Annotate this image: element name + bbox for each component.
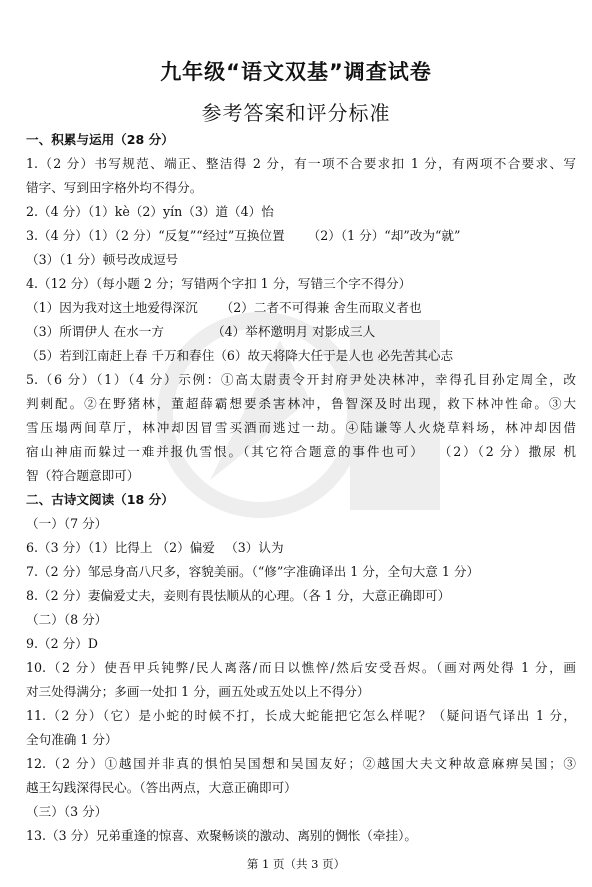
answer-line: 2.（4 分）（1）kè（2）yín（3）道（4）怡 <box>26 204 274 219</box>
answer-line: 4.（12 分）（每小题 2 分；写错两个字扣 1 分，写错三个字不得分） <box>26 276 412 291</box>
exam-subtitle: 参考答案和评分标准 <box>201 101 391 125</box>
answer-line: 对三处得满分；多画一处扣 1 分，画五处或五处以上不得分） <box>26 684 370 699</box>
answer-line: 全句准确 1 分） <box>26 732 118 747</box>
answer-line: 1.（2 分）书写规范、端正、整洁得 2 分，有一项不合要求扣 1 分，有两项不合要求、写 <box>26 156 576 171</box>
answer-line: 3.（4 分）（1）（2 分）“反复”“经过”互换位置 （2）（1 分）“却”改为“就” <box>26 228 461 243</box>
answer-line: 智（符合题意即可） <box>26 468 140 483</box>
answer-line: 5.（6 分）（1）（4 分）示例：①高太尉责令开封府尹处决林冲，幸得孔目孙定周全，改 <box>26 372 576 387</box>
answer-line: 13.（3 分）兄弟重逢的惊喜、欢聚畅谈的激动、离别的惆怅（牵挂）。 <box>26 828 417 843</box>
answer-line: 6.（3 分）（1）比得上 （2）偏爱 （3）认为 <box>26 540 284 555</box>
answer-line: （3）所谓伊人 在水一方 （4）举杯邀明月 对影成三人 <box>26 324 376 339</box>
answer-line: 8.（2 分）妻偏爱丈夫，妾则有畏怯顺从的心理。（各 1 分，大意正确即可） <box>26 588 451 603</box>
subsection-heading: （一）（7 分） <box>26 516 108 531</box>
answer-line: 雪压塌两间草厅，林冲却因冒雪买酒而逃过一劫。④陆谦等人火烧草料场，林冲却因借 <box>26 420 576 435</box>
answer-line: 判刺配。②在野猪林，董超薛霸想要杀害林冲，鲁智深及时出现，救下林冲性命。③大 <box>26 396 576 411</box>
section-heading: 一、积累与运用（28 分） <box>26 132 174 147</box>
answer-line: 12.（2 分）①越国并非真的惧怕吴国想和吴国友好；②越国大夫文种故意麻痹吴国；③ <box>26 756 576 771</box>
section-heading: 二、古诗文阅读（18 分） <box>26 492 174 507</box>
answer-line: （5）若到江南赶上春 千万和春住（6）故天将降大任于是人也 必先苦其心志 <box>26 348 454 363</box>
subsection-heading: （三）（3 分） <box>26 804 108 819</box>
answer-line: 7.（2 分）邹忌身高八尺多，容貌美丽。（“修”字准确译出 1 分，全句大意 1 分） <box>26 564 480 579</box>
answer-line: 11.（2 分）（它）是小蛇的时候不打，长成大蛇能把它怎么样呢？（疑问语气译出 1 分， <box>26 708 576 723</box>
exam-title: 九年级“语文双基”调查试卷 <box>160 60 432 84</box>
subsection-heading: （二）（8 分） <box>26 612 108 627</box>
page-footer: 第 1 页（共 3 页） <box>246 857 346 871</box>
answer-line: （1）因为我对这土地爱得深沉 （2）二者不可得兼 舍生而取义者也 <box>26 300 422 315</box>
answer-line: 10.（2 分）使吾甲兵钝弊/民人离落/而日以憔悴/然后安受吾烬。（画对两处得 1 分，画 <box>26 660 576 675</box>
answer-line: 9.（2 分）D <box>26 636 98 651</box>
answer-line: （3）（1 分）顿号改成逗号 <box>26 252 179 267</box>
answer-line: 错字、写到田字格外均不得分。 <box>26 180 203 195</box>
answer-line: 越王勾践深得民心。（答出两点，大意正确即可） <box>26 780 297 795</box>
answer-line: 宿山神庙而躲过一难并报仇雪恨。（其它符合题意的事件也可） （2）（2 分）撒尿 机 <box>26 444 576 459</box>
